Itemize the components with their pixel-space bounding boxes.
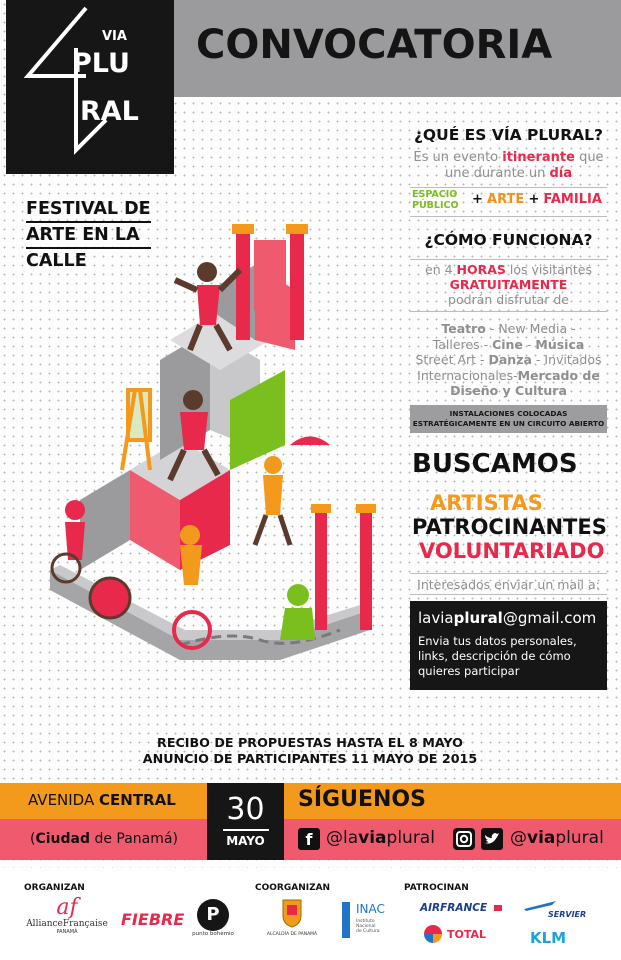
instagram-icon[interactable]: [453, 828, 475, 850]
poster: VIA PLU RAL CONVOCATORIA FESTIVAL DE ARTE EN LA CALLE ¿QUÉ ES VÍA PLURAL? Es un evento itinerante que une durante un día ESPACIO PÚBLICO + ARTE + FAMILIA ¿CÓMO FUNCIONA? en 4 HORAS los visitantes GRATUITAMENTE podrán disfrutar de Teatro - New Media - Talleres - Cine - Música Street Art - Danza - Invitados Internacionales-Mercado de Diseño y Cultura INSTALACIONES COLOCADAS ESTRATÉGICAMENTE EN UN CIRCUITO ABIERTO BUSCAMOS ARTISTAS PATROCINANTES VOLUNTARIADO Interesados enviar un mail a: laviaplural@gmail.com Envia tus datos personales, links, descripción de cómo quieres participar RECIBO DE PROPUESTAS HASTA EL 8 MAYO ANUNCIO DE PARTICIPANTES 11 MAYO DE 2015 AVENIDA CENTRAL (Ciudad de Panamá) 30 MAYO SÍGUENOS f @laviaplural @viaplural ORGANIZAN COORGANIZAN PATROCINAN af AllianceFrançaise PANAMÁ FIEBRE P punto bohemio ALCALDÍA DE PANAMÁ INAC Instituto Nacional de Cultura AIRFRANCE TOTAL SERVIER KLM: [0, 0, 621, 960]
formula-box: [410, 187, 607, 217]
patrocinantes-label: PATROCINANTES: [412, 515, 607, 539]
total-logo: TOTAL: [447, 928, 487, 941]
logo-graphic: [6, 0, 174, 174]
email-address[interactable]: laviaplural@gmail.com: [418, 609, 597, 627]
coorganizan-label: COORGANIZAN: [255, 883, 331, 893]
festival-line-2: ARTE EN LA: [26, 223, 151, 249]
interesados-text: Interesados enviar un mail a:: [410, 573, 607, 595]
punto-bohemio-logo: P punto bohemio: [190, 899, 236, 937]
street-label: AVENIDA CENTRAL: [28, 791, 176, 809]
activities-list: Teatro - New Media - Talleres - Cine - Música Street Art - Danza - Invitados Internacionales-Mercado de Diseño y Cultura: [415, 321, 602, 398]
email-box: [410, 601, 607, 690]
organizan-label: ORGANIZAN: [24, 883, 85, 893]
servier-logo: SERVIER: [548, 910, 587, 919]
artistas-label: ARTISTAS: [430, 491, 543, 515]
city-label: (Ciudad de Panamá): [30, 831, 178, 847]
alcaldia-logo: ALCALDÍA DE PANAMÁ: [262, 898, 322, 937]
page-title: CONVOCATORIA: [196, 22, 553, 68]
street-art-illustration: [40, 200, 400, 670]
event-date: [207, 783, 284, 860]
logo-plu: PLU: [72, 48, 130, 79]
como-funciona-description: en 4 HORAS los visitantes GRATUITAMENTE podrán disfrutar de: [410, 259, 607, 312]
instalaciones-box: INSTALACIONES COLOCADAS ESTRATÉGICAMENTE EN UN CIRCUITO ABIERTO: [410, 405, 607, 433]
twitter-icon[interactable]: [481, 828, 503, 850]
event-month: MAYO: [226, 834, 265, 848]
como-funciona-heading: ¿CÓMO FUNCIONA?: [424, 231, 593, 249]
voluntariado-label: VOLUNTARIADO: [419, 539, 605, 563]
formula-espacio: ESPACIO PÚBLICO: [412, 189, 459, 211]
logo-ral: RAL: [80, 96, 139, 127]
deadline-line-2: ANUNCIO DE PARTICIPANTES 11 MAYO DE 2015: [142, 751, 478, 766]
via-plural-logo: [6, 0, 174, 174]
siguenos-heading: SÍGUENOS: [298, 787, 426, 812]
patrocinan-label: PATROCINAN: [404, 883, 469, 893]
facebook-icon[interactable]: f: [298, 828, 320, 850]
email-note: Envia tus datos personales, links, descripción de cómo quieres participar: [418, 634, 577, 678]
airfrance-logo: AIRFRANCE: [420, 902, 488, 914]
que-es-description: Es un evento itinerante que une durante un día: [413, 150, 604, 181]
festival-line-1: FESTIVAL DE: [26, 197, 151, 223]
facebook-handle[interactable]: @laviaplural: [326, 828, 435, 848]
twitter-handle[interactable]: @viaplural: [510, 828, 604, 848]
total-icon: [424, 925, 442, 943]
deadline-line-1: RECIBO DE PROPUESTAS HASTA EL 8 MAYO: [157, 735, 463, 750]
buscamos-heading: BUSCAMOS: [412, 449, 578, 479]
deadline-dates: [120, 735, 500, 767]
formula-arte: + ARTE + FAMILIA: [472, 192, 602, 207]
festival-line-3: CALLE: [26, 251, 87, 271]
fiebre-logo: FIEBRE: [121, 910, 185, 929]
que-es-heading: ¿QUÉ ES VÍA PLURAL?: [413, 126, 604, 144]
klm-logo: KLM: [530, 929, 567, 947]
alliance-francaise-logo: af AllianceFrançaise PANAMÁ: [26, 895, 108, 935]
event-day: 30: [226, 792, 265, 827]
logo-via: VIA: [102, 29, 127, 44]
airfrance-mark: [494, 905, 502, 911]
